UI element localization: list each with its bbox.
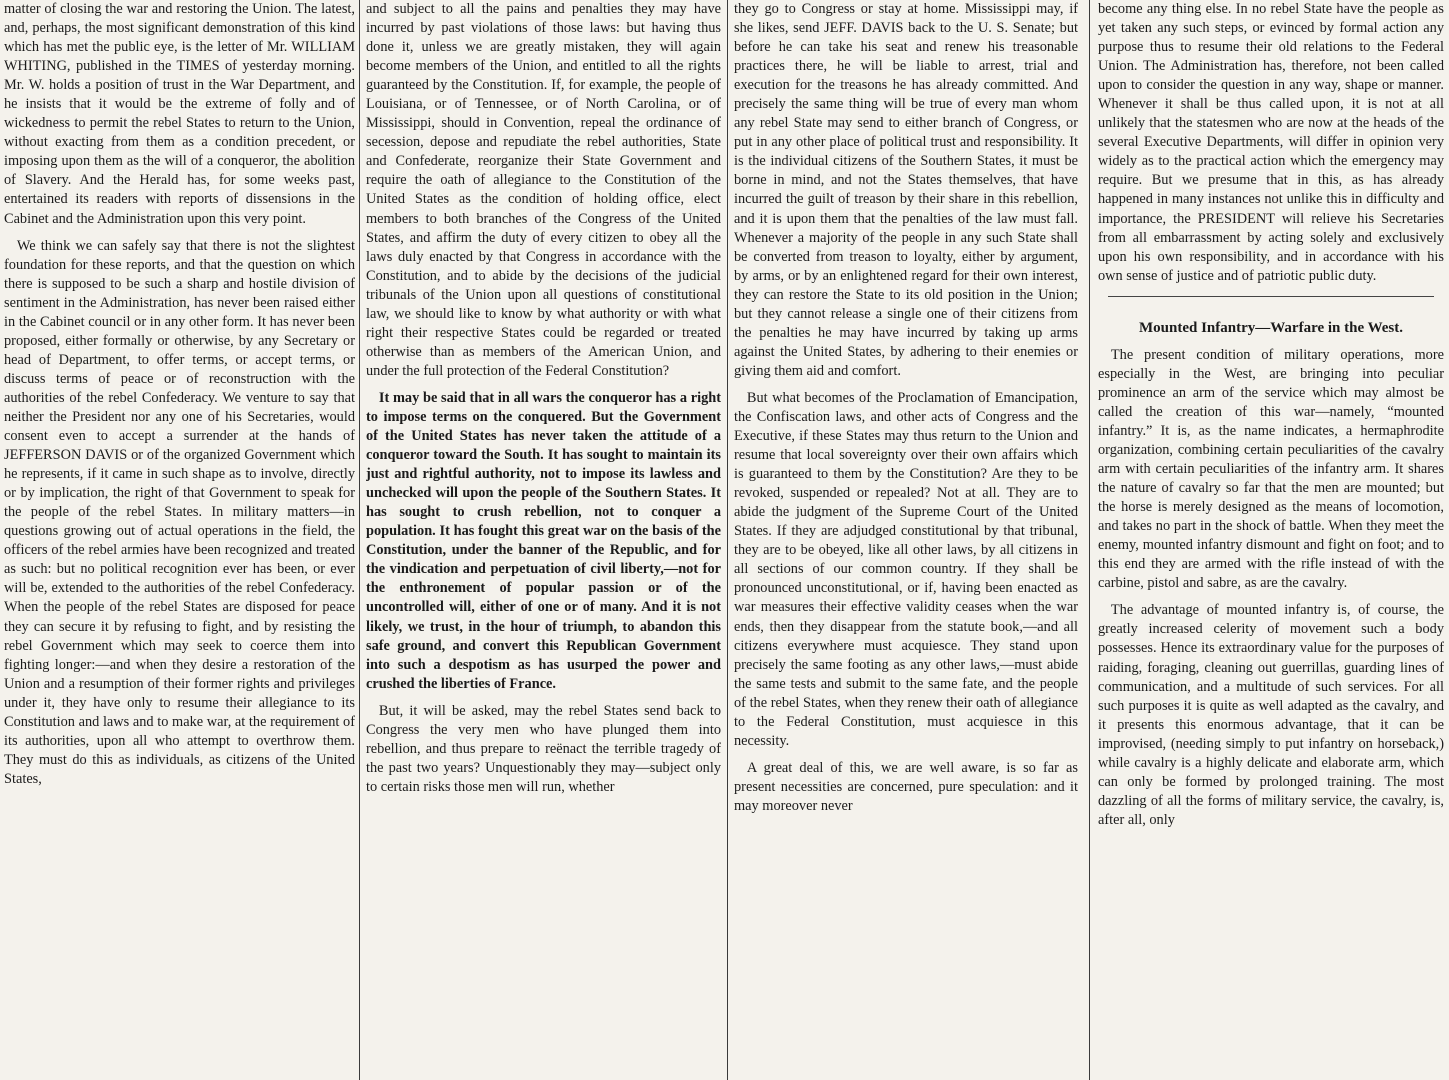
article-heading: Mounted Infantry—Warfare in the West.: [1138, 319, 1404, 336]
paragraph: But, it will be asked, may the rebel States send back to Congress the very men who have plunged them into rebellion, and thus prepare to reënact the terrible tragedy of the past two years? Unquestionably they may—subject only to certain risks those men will run, whether: [366, 702, 721, 795]
paragraph: We think we can safely say that there is not the slightest foundation for these reports, and that the question on which there is supposed to be such a sharp and hostile division of sentiment in the Administration, has never been raised either in the Cabinet council or in any other form. It has never been proposed, either formally or otherwise, by any Secretary or head of Department, to offer terms, or accept terms, or discuss terms of peace or of reconstruction with the authorities of the rebel Confederacy. We venture to say that neither the President nor any one of his Secretaries, would consent even to accept a surrender at the hands of JEFFERSON DAVIS or of the organized Government which he represents, if it came in such shape as to involve, directly or by implication, the right of that Government to speak for the people of the rebel States. In military matters—in questions growing out of actual operations in the field, the officers of the rebel armies have been recognized and treated as such: but no political recognition ever has been, or ever will be, extended to the authorities of the rebel Confederacy. When the people of the rebel States are disposed for peace they can secure it by refusing to fight, and by resisting the rebel Government which may seek to coerce them into fighting longer:—and when they desire a restoration of the Union and a resumption of their former rights and privileges under it, they have only to resume their allegiance to its Constitution and laws and to make war, at the requirement of its authorities, upon all who attempt to overthrow them. They must do this as individuals, as citizens of the United States,: [4, 237, 355, 787]
column-2: [366, 0, 721, 1080]
paragraph: The advantage of mounted infantry is, of course, the greatly increased celerity of movement such a body possesses. Hence its extraordinary value for the purposes of raiding, foraging, cleaning out guerrillas, guarding lines of communication, and a multitude of such services. For all such purposes it is quite as well adapted as the cavalry, and it presents this enormous advantage, that it can be improvised, (needing simply to put infantry on horseback,) while cavalry is a highly delicate and elaborate arm, which can only be formed by prolonged training. The most dazzling of all the forms of military service, the cavalry, is, after all, only: [1098, 602, 1444, 828]
column-rule: [727, 0, 728, 1080]
column-1: [4, 0, 355, 1080]
paragraph: they go to Congress or stay at home. Mississippi may, if she likes, send JEFF. DAVIS back to the U. S. Senate; but before he can take his seat and renew his treasonable practices there, he will be liable to arrest, trial and execution for the treasons he has already committed. And precisely the same thing will be true of every man whom any rebel State may send to either branch of Congress, or put in any other place of political trust and responsibility. It is the individual citizens of the Southern States, it must be borne in mind, and not the States themselves, that have incurred the guilt of treason by their share in this rebellion, and it is upon them that the penalties of the law must fall. Whenever a majority of the people in any such State shall be converted from treason to loyalty, either by argument, by arms, or by an enlightened regard for their own interest, they can restore the State to its old position in the Union; but they cannot release a single one of their citizens from the penalties he may have incurred by taking up arms against the United States, by adhering to their enemies or giving them aid and comfort.: [734, 1, 1078, 379]
paragraph: A great deal of this, we are well aware, is so far as present necessities are concerned, pure speculation: and it may moreover never: [734, 759, 1078, 814]
paragraph: become any thing else. In no rebel State have the people as yet taken any such steps, or evinced by formal action any purpose thus to resume their old relations to the Federal Union. The Administration has, therefore, not been called upon to consider the question in any way, shape or manner. Whenever it shall be thus called upon, it is not at all unlikely that the statesmen who are now at the heads of the several Executive Departments, will differ in opinion very widely as to the practical action which the emergency may require. But we presume that in this, as has already happened in many instances not unlike this in difficulty and importance, the PRESIDENT will relieve his Secretaries from all embarrassment by acting solely and exclusively upon his own responsibility, and in accordance with his own sense of justice and of patriotic public duty.: [1098, 1, 1444, 284]
paragraph: The present condition of military operations, more especially in the West, are bringing into peculiar prominence an arm of the service which may almost be called the creation of this war—namely, “mounted infantry.” It is, as the name indicates, a hermaphrodite organization, combining certain peculiarities of the cavalry arm with certain peculiarities of the infantry arm. It shares the nature of cavalry so far that the men are mounted; but the horse is merely designed as the means of locomotion, and takes no part in the shock of battle. When they meet the enemy, mounted infantry dismount and fight on foot; and to this end they are armed with the rifle instead of with the carbine, pistol and sabre, as are the cavalry.: [1098, 346, 1444, 592]
column-3: [734, 0, 1078, 1080]
column-rule: [1089, 0, 1090, 1080]
paragraph: But what becomes of the Proclamation of Emancipation, the Confiscation laws, and other acts of Congress and the Executive, if these States may thus return to the Union and resume that local sovereignty over their own affairs which is guaranteed to them by the Constitution? Are they to be revoked, suspended or repealed? Not at all. They are to abide the judgment of the Supreme Court of the United States. If they are adjudged constitutional by that tribunal, they are to be obeyed, like all other laws, by all citizens in all sections of our common country. If they shall be pronounced unconstitutional, or if, having been enacted as war measures their effective validity ceases when the war ends, then they disappear from the statute book,—and all citizens everywhere must acquiesce. They stand upon precisely the same footing as any other laws,—must abide the same tests and submit to the same fate, and the people of the rebel States, when they renew their oath of allegiance to the Federal Constitution, must acquiesce in this necessity.: [734, 389, 1078, 749]
paragraph: and subject to all the pains and penalties they may have incurred by past violations of those laws: but having thus done it, unless we are greatly mistaken, they will again become members of the Union, and entitled to all the rights guaranteed by the Constitution. If, for example, the people of Louisiana, or of Tennessee, or of North Carolina, or of Mississippi, should in Convention, repeal the ordinance of secession, depose and repudiate the rebel authorities, State and Confederate, reorganize their State Government and require the oath of allegiance to the Constitution of the United States as the condition of holding office, elect members to both branches of the Congress of the United States, and affirm the duty of every citizen to obey all the laws duly enacted by that Congress in accordance with the Constitution, and to abide by the decisions of the judicial tribunals of the Union upon all questions of constitutional law, we should like to know by what authority or with what right their respective States could be regarded or treated otherwise than as members of the American Union, and under the full protection of the Federal Constitution?: [366, 1, 721, 379]
paragraph: It may be said that in all wars the conqueror has a right to impose terms on the conquered. But the Government of the United States has never taken the attitude of a conqueror toward the South. It has sought to maintain its just and rightful authority, not to impose its lawless and unchecked will upon the people of the Southern States. It has sought to crush rebellion, not to conquer a population. It has fought this great war on the basis of the Constitution, under the banner of the Republic, and for the vindication and perpetuation of civil liberty,—not for the enthronement of popular passion or of the uncontrolled will, either of one or of many. And it is not likely, we trust, in the hour of triumph, to abandon this safe ground, and convert this Republican Government into such a despotism as has usurped the power and crushed the liberties of France.: [366, 389, 721, 692]
paragraph: matter of closing the war and restoring the Union. The latest, and, perhaps, the most significant demonstration of this kind which has met the public eye, is the letter of Mr. WILLIAM WHITING, published in the TIMES of yesterday morning. Mr. W. holds a position of trust in the War Department, and he insists that it would be the extreme of folly and of wickedness to permit the rebel States to return to the Union, without exacting from them as a condition precedent, or imposing upon them as the will of a conqueror, the abolition of Slavery. And the Herald has, for some weeks past, entertained its readers with reports of dissensions in the Cabinet and the Administration upon this very point.: [4, 1, 355, 227]
column-rule: [359, 0, 360, 1080]
column-4: [1098, 0, 1444, 1080]
article-separator: [1108, 296, 1434, 307]
